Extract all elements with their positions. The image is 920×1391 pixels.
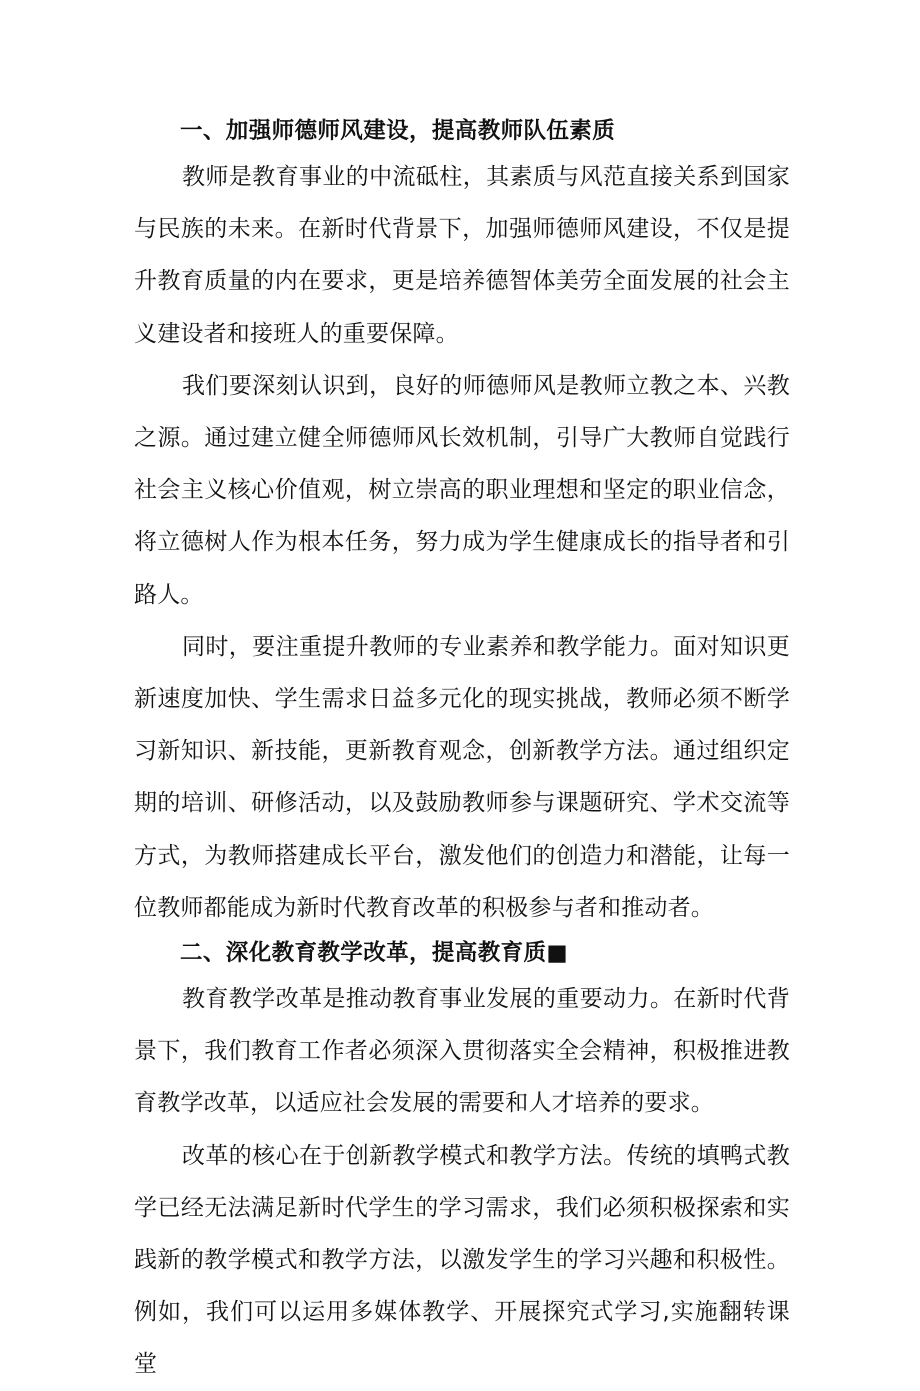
paragraph: 改革的核心在于创新教学模式和教学方法。传统的填鸭式教学已经无法满足新时代学生的学习需求，我们必须积极探索和实践新的教学模式和教学方法，以激发学生的学习兴趣和积极性。例如，我们可以运用多媒体教学、开展探究式学习,实施翻转课堂 <box>134 1142 790 1378</box>
paragraph: 同时，要注重提升教师的专业素养和教学能力。面对知识更新速度加快、学生需求日益多元化的现实挑战，教师必须不断学习新知识、新技能，更新教育观念，创新教学方法。通过组织定期的培训、研修活动，以及鼓励教师参与课题研究、学术交流等方式，为教师搭建成长平台，激发他们的创造力和潜能，让每一位教师都能成为新时代教育改革的积极参与者和推动者。 <box>134 633 790 921</box>
section-heading-2: 二、深化教育教学改革，提高教育质■ <box>180 940 569 967</box>
paragraph: 教育教学改革是推动教育事业发展的重要动力。在新时代背景下，我们教育工作者必须深入贯彻落实全会精神，积极推进教育教学改革，以适应社会发展的需要和人才培养的要求。 <box>134 986 790 1117</box>
document-body <box>134 112 790 1391</box>
paragraph: 教师是教育事业的中流砥柱，其素质与风范直接关系到国家与民族的未来。在新时代背景下，加强师德师风建设，不仅是提升教育质量的内在要求，更是培养德智体美劳全面发展的社会主义建设者和接班人的重要保障。 <box>134 164 790 347</box>
paragraph: 我们要深刻认识到，良好的师德师风是教师立教之本、兴教之源。通过建立健全师德师风长效机制，引导广大教师自觉践行社会主义核心价值观，树立崇高的职业理想和坚定的职业信念，将立德树人作为根本任务，努力成为学生健康成长的指导者和引路人。 <box>134 372 790 608</box>
section-heading-1: 一、加强师德师风建设，提高教师队伍素质 <box>180 118 616 144</box>
